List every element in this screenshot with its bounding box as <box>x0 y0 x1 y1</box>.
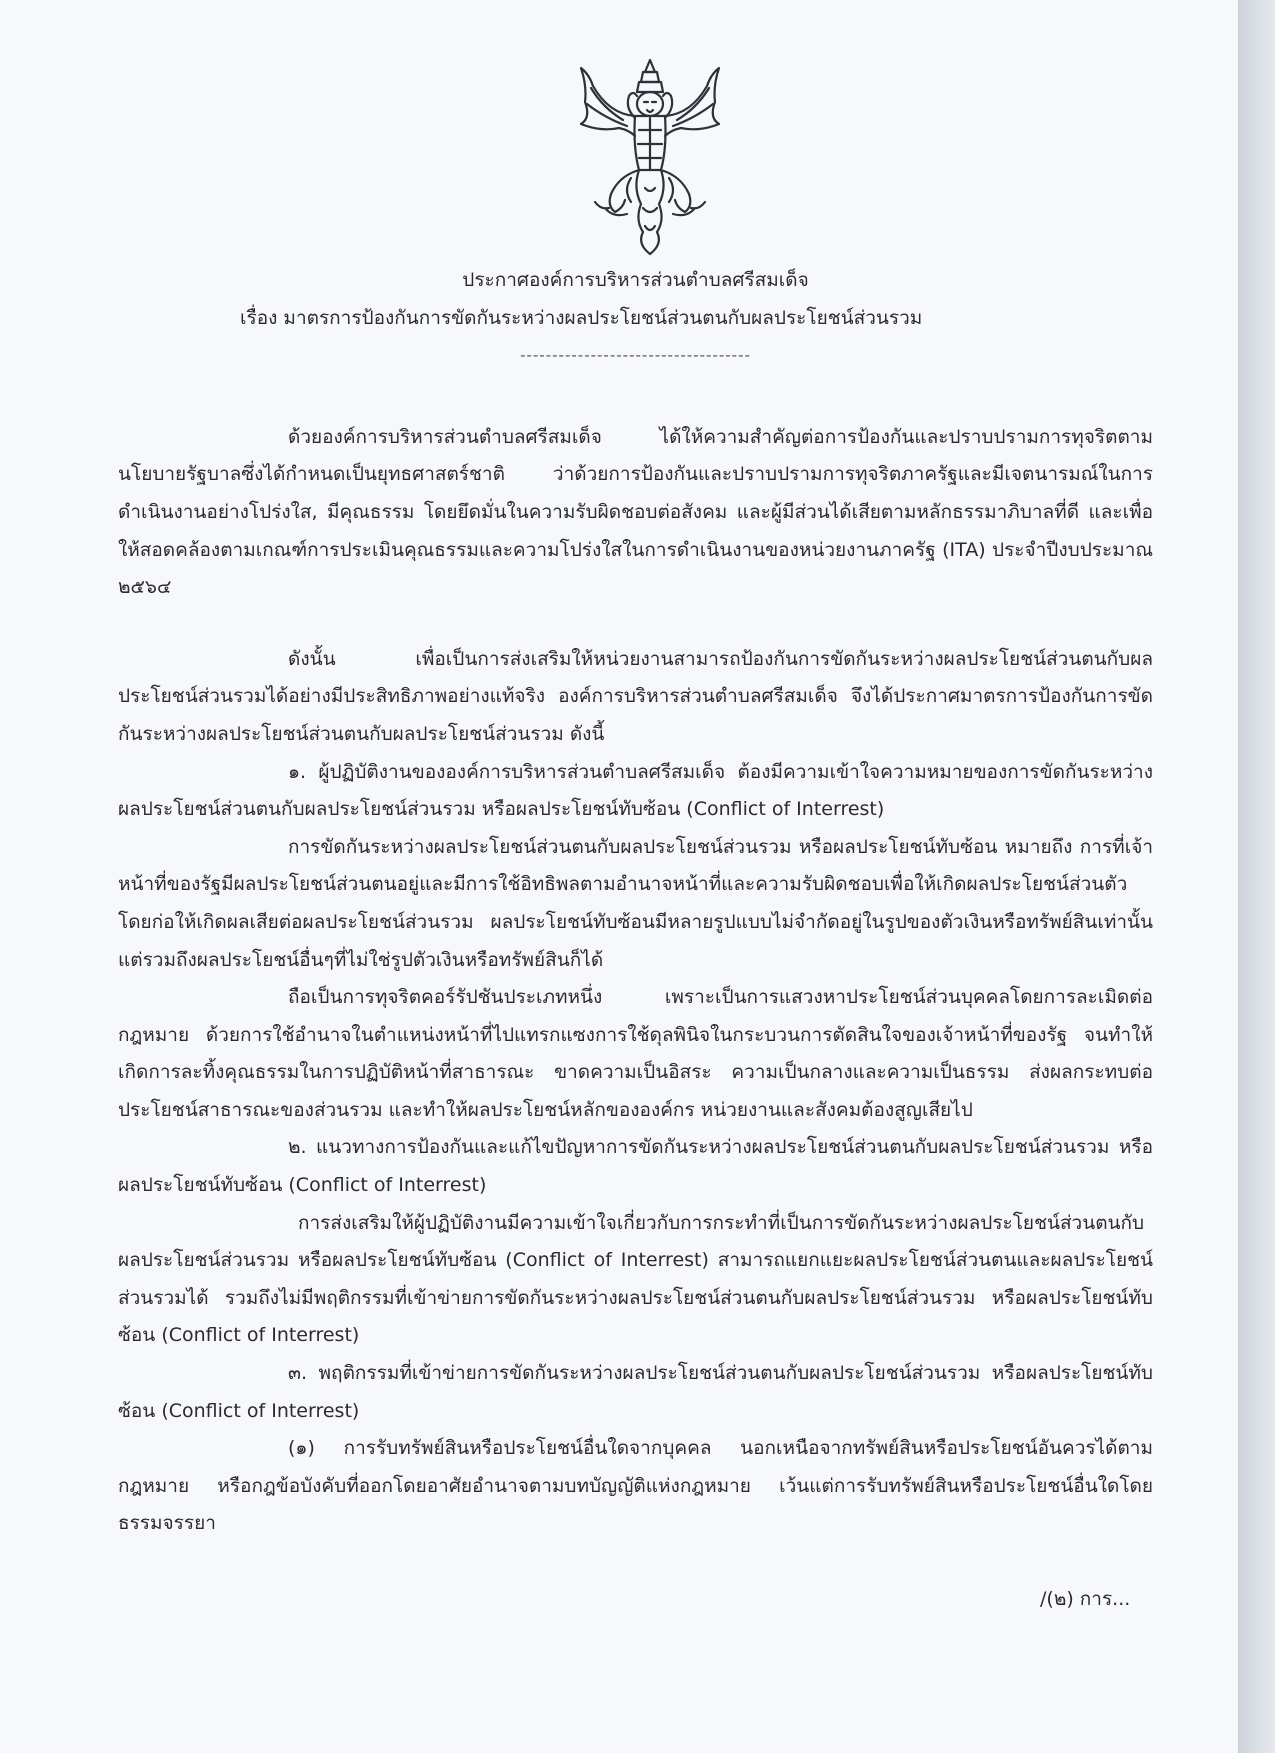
announcement-subject: เรื่อง มาตรการป้องกันการขัดกันระหว่างผลประโยชน์ส่วนตนกับผลประโยชน์ส่วนรวม <box>240 306 923 329</box>
paragraph-intro: ด้วยองค์การบริหารส่วนตำบลศรีสมเด็จ ได้ให้ความสำคัญต่อการป้องกันและปราบปรามการทุจริตตามนโยบายรัฐบาลซึ่งได้กำหนดเป็นยุทธศาสตร์ชาติ ว่าด้วยการป้องกันและปราบปรามการทุจริตภาครัฐและมีเจตนารมณ์ในการดำเนินงานอย่างโปร่งใส, มีคุณธรรม โดยยึดมั่นในความรับผิดชอบต่อสังคม และผู้มีส่วนได้เสียตามหลักธรรมาภิบาลที่ดี และเพื่อให้สอดคล้องตามเกณฑ์การประเมินคุณธรรมและความโปร่งใสในการดำเนินงานของหน่วยงานภาครัฐ (ITA) ประจำปีงบประมาณ ๒๕๖๔ <box>118 425 1153 599</box>
scan-edge <box>1238 0 1275 1753</box>
title-divider: ------------------------------------ <box>520 346 751 365</box>
document-body <box>118 262 1153 1543</box>
paragraph-promotion: การส่งเสริมให้ผู้ปฏิบัติงานมีความเข้าใจเกี่ยวกับการกระทำที่เป็นการขัดกันระหว่างผลประโยชน์ส่วนตนกับผลประโยชน์ส่วนรวม หรือผลประโยชน์ทับซ้อน (Conflict of Interrest) สามารถแยกแยะผลประโยชน์ส่วนตนและผลประโยชน์ส่วนรวมได้ รวมถึงไม่มีพฤติกรรมที่เข้าข่ายการขัดกันระหว่างผลประโยชน์ส่วนตนกับผลประโยชน์ส่วนรวม หรือผลประโยชน์ทับซ้อน (Conflict of Interrest) <box>118 1211 1153 1347</box>
paragraph-item-3: ๓. พฤติกรรมที่เข้าข่ายการขัดกันระหว่างผลประโยชน์ส่วนตนกับผลประโยชน์ส่วนรวม หรือผลประโยชน์ทับซ้อน (Conflict of Interrest) <box>118 1362 1153 1422</box>
paragraph-corruption: ถือเป็นการทุจริตคอร์รัปชันประเภทหนึ่ง เพราะเป็นการแสวงหาประโยชน์ส่วนบุคคลโดยการละเมิดต่อกฎหมาย ด้วยการใช้อำนาจในตำแหน่งหน้าที่ไปแทรกแซงการใช้ดุลพินิจในกระบวนการตัดสินใจของเจ้าหน้าที่ของรัฐ จนทำให้เกิดการละทิ้งคุณธรรมในการปฏิบัติหน้าที่สาธารณะ ขาดความเป็นอิสระ ความเป็นกลางและความเป็นธรรม ส่งผลกระทบต่อประโยชน์สาธารณะของส่วนรวม และทำให้ผลประโยชน์หลักขององค์กร หน่วยงานและสังคมต้องสูญเสียไป <box>118 986 1153 1121</box>
announcement-title: ประกาศองค์การบริหารส่วนตำบลศรีสมเด็จ <box>462 269 809 291</box>
garuda-emblem-icon <box>575 58 725 256</box>
paragraph-item-1: ๑. ผู้ปฏิบัติงานขององค์การบริหารส่วนตำบลศรีสมเด็จ ต้องมีความเข้าใจความหมายของการขัดกันระหว่างผลประโยชน์ส่วนตนกับผลประโยชน์ส่วนรวม หรือผลประโยชน์ทับซ้อน (Conflict of Interrest) <box>118 760 1153 821</box>
continuation-marker: /(๒) การ... <box>1040 1588 1131 1610</box>
paragraph-item-2: ๒. แนวทางการป้องกันและแก้ไขปัญหาการขัดกันระหว่างผลประโยชน์ส่วนตนกับผลประโยชน์ส่วนรวม หรือผลประโยชน์ทับซ้อน (Conflict of Interrest) <box>118 1136 1153 1197</box>
paragraph-therefore: ดังนั้น เพื่อเป็นการส่งเสริมให้หน่วยงานสามารถป้องกันการขัดกันระหว่างผลประโยชน์ส่วนตนกับผลประโยชน์ส่วนรวมได้อย่างมีประสิทธิภาพอย่างแท้จริง องค์การบริหารส่วนตำบลศรีสมเด็จ จึงได้ประกาศมาตรการป้องกันการขัดกันระหว่างผลประโยชน์ส่วนตนกับผลประโยชน์ส่วนรวม ดังนี้ <box>118 647 1153 745</box>
paragraph-definition: การขัดกันระหว่างผลประโยชน์ส่วนตนกับผลประโยชน์ส่วนรวม หรือผลประโยชน์ทับซ้อน หมายถึง การที่เจ้าหน้าที่ของรัฐมีผลประโยชน์ส่วนตนอยู่และมีการใช้อิทธิพลตามอำนาจหน้าที่และความรับผิดชอบเพื่อให้เกิดผลประโยชน์ส่วนตัว โดยก่อให้เกิดผลเสียต่อผลประโยชน์ส่วนรวม ผลประโยชน์ทับซ้อนมีหลายรูปแบบไม่จำกัดอยู่ในรูปของตัวเงินหรือทรัพย์สินเท่านั้น แต่รวมถึงผลประโยชน์อื่นๆที่ไม่ใช่รูปตัวเงินหรือทรัพย์สินก็ได้ <box>118 835 1153 971</box>
paragraph-subitem-1: (๑) การรับทรัพย์สินหรือประโยชน์อื่นใดจากบุคคล นอกเหนือจากทรัพย์สินหรือประโยชน์อันควรได้ตามกฎหมาย หรือกฎข้อบังคับที่ออกโดยอาศัยอำนาจตามบทบัญญัติแห่งกฎหมาย เว้นแต่การรับทรัพย์สินหรือประโยชน์อื่นใดโดยธรรมจรรยา <box>118 1437 1153 1535</box>
